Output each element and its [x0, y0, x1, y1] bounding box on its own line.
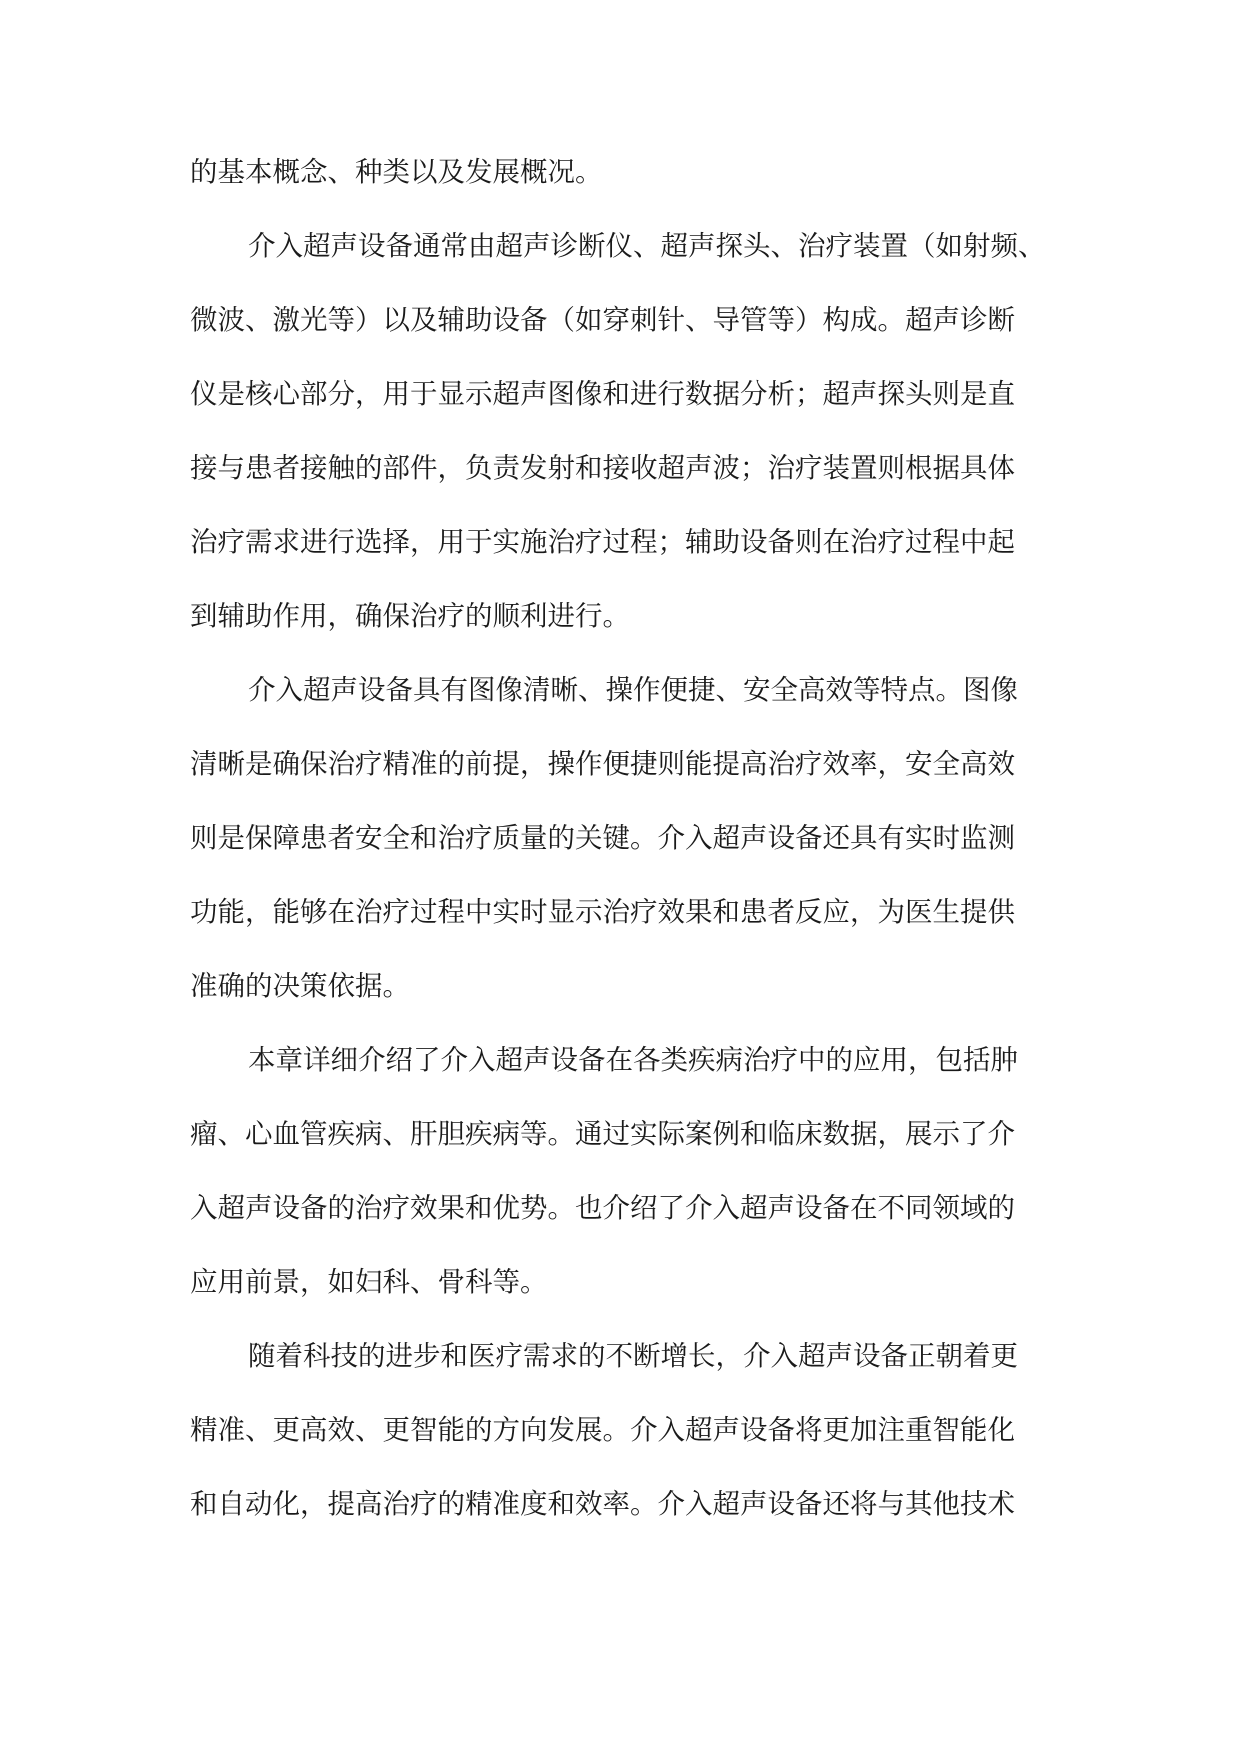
text-line: 精准、更高效、更智能的方向发展。介入超声设备将更加注重智能化 [190, 1414, 1015, 1446]
text-line: 和自动化，提高治疗的精准度和效率。介入超声设备还将与其他技术 [190, 1488, 1015, 1520]
text-line: 的基本概念、种类以及发展概况。 [190, 156, 603, 188]
text-line: 则是保障患者安全和治疗质量的关键。介入超声设备还具有实时监测 [190, 822, 1015, 854]
text-line: 入超声设备的治疗效果和优势。也介绍了介入超声设备在不同领域的 [190, 1192, 1015, 1224]
text-line: 准确的决策依据。 [190, 970, 410, 1002]
text-line: 随着科技的进步和医疗需求的不断增长，介入超声设备正朝着更 [248, 1340, 1018, 1372]
text-line: 功能，能够在治疗过程中实时显示治疗效果和患者反应，为医生提供 [190, 896, 1015, 928]
text-line: 本章详细介绍了介入超声设备在各类疾病治疗中的应用，包括肿 [248, 1044, 1018, 1076]
text-line: 介入超声设备通常由超声诊断仪、超声探头、治疗装置（如射频、 [248, 230, 1046, 262]
text-line: 仪是核心部分，用于显示超声图像和进行数据分析；超声探头则是直 [190, 378, 1015, 410]
text-line: 接与患者接触的部件，负责发射和接收超声波；治疗装置则根据具体 [190, 452, 1015, 484]
text-line: 介入超声设备具有图像清晰、操作便捷、安全高效等特点。图像 [248, 674, 1018, 706]
text-line: 应用前景，如妇科、骨科等。 [190, 1266, 548, 1298]
text-line: 微波、激光等）以及辅助设备（如穿刺针、导管等）构成。超声诊断 [190, 304, 1015, 336]
body-text [190, 148, 1060, 1554]
text-line: 治疗需求进行选择，用于实施治疗过程；辅助设备则在治疗过程中起 [190, 526, 1015, 558]
text-line: 清晰是确保治疗精准的前提，操作便捷则能提高治疗效率，安全高效 [190, 748, 1015, 780]
text-line: 到辅助作用，确保治疗的顺利进行。 [190, 600, 630, 632]
text-line: 瘤、心血管疾病、肝胆疾病等。通过实际案例和临床数据，展示了介 [190, 1118, 1015, 1150]
